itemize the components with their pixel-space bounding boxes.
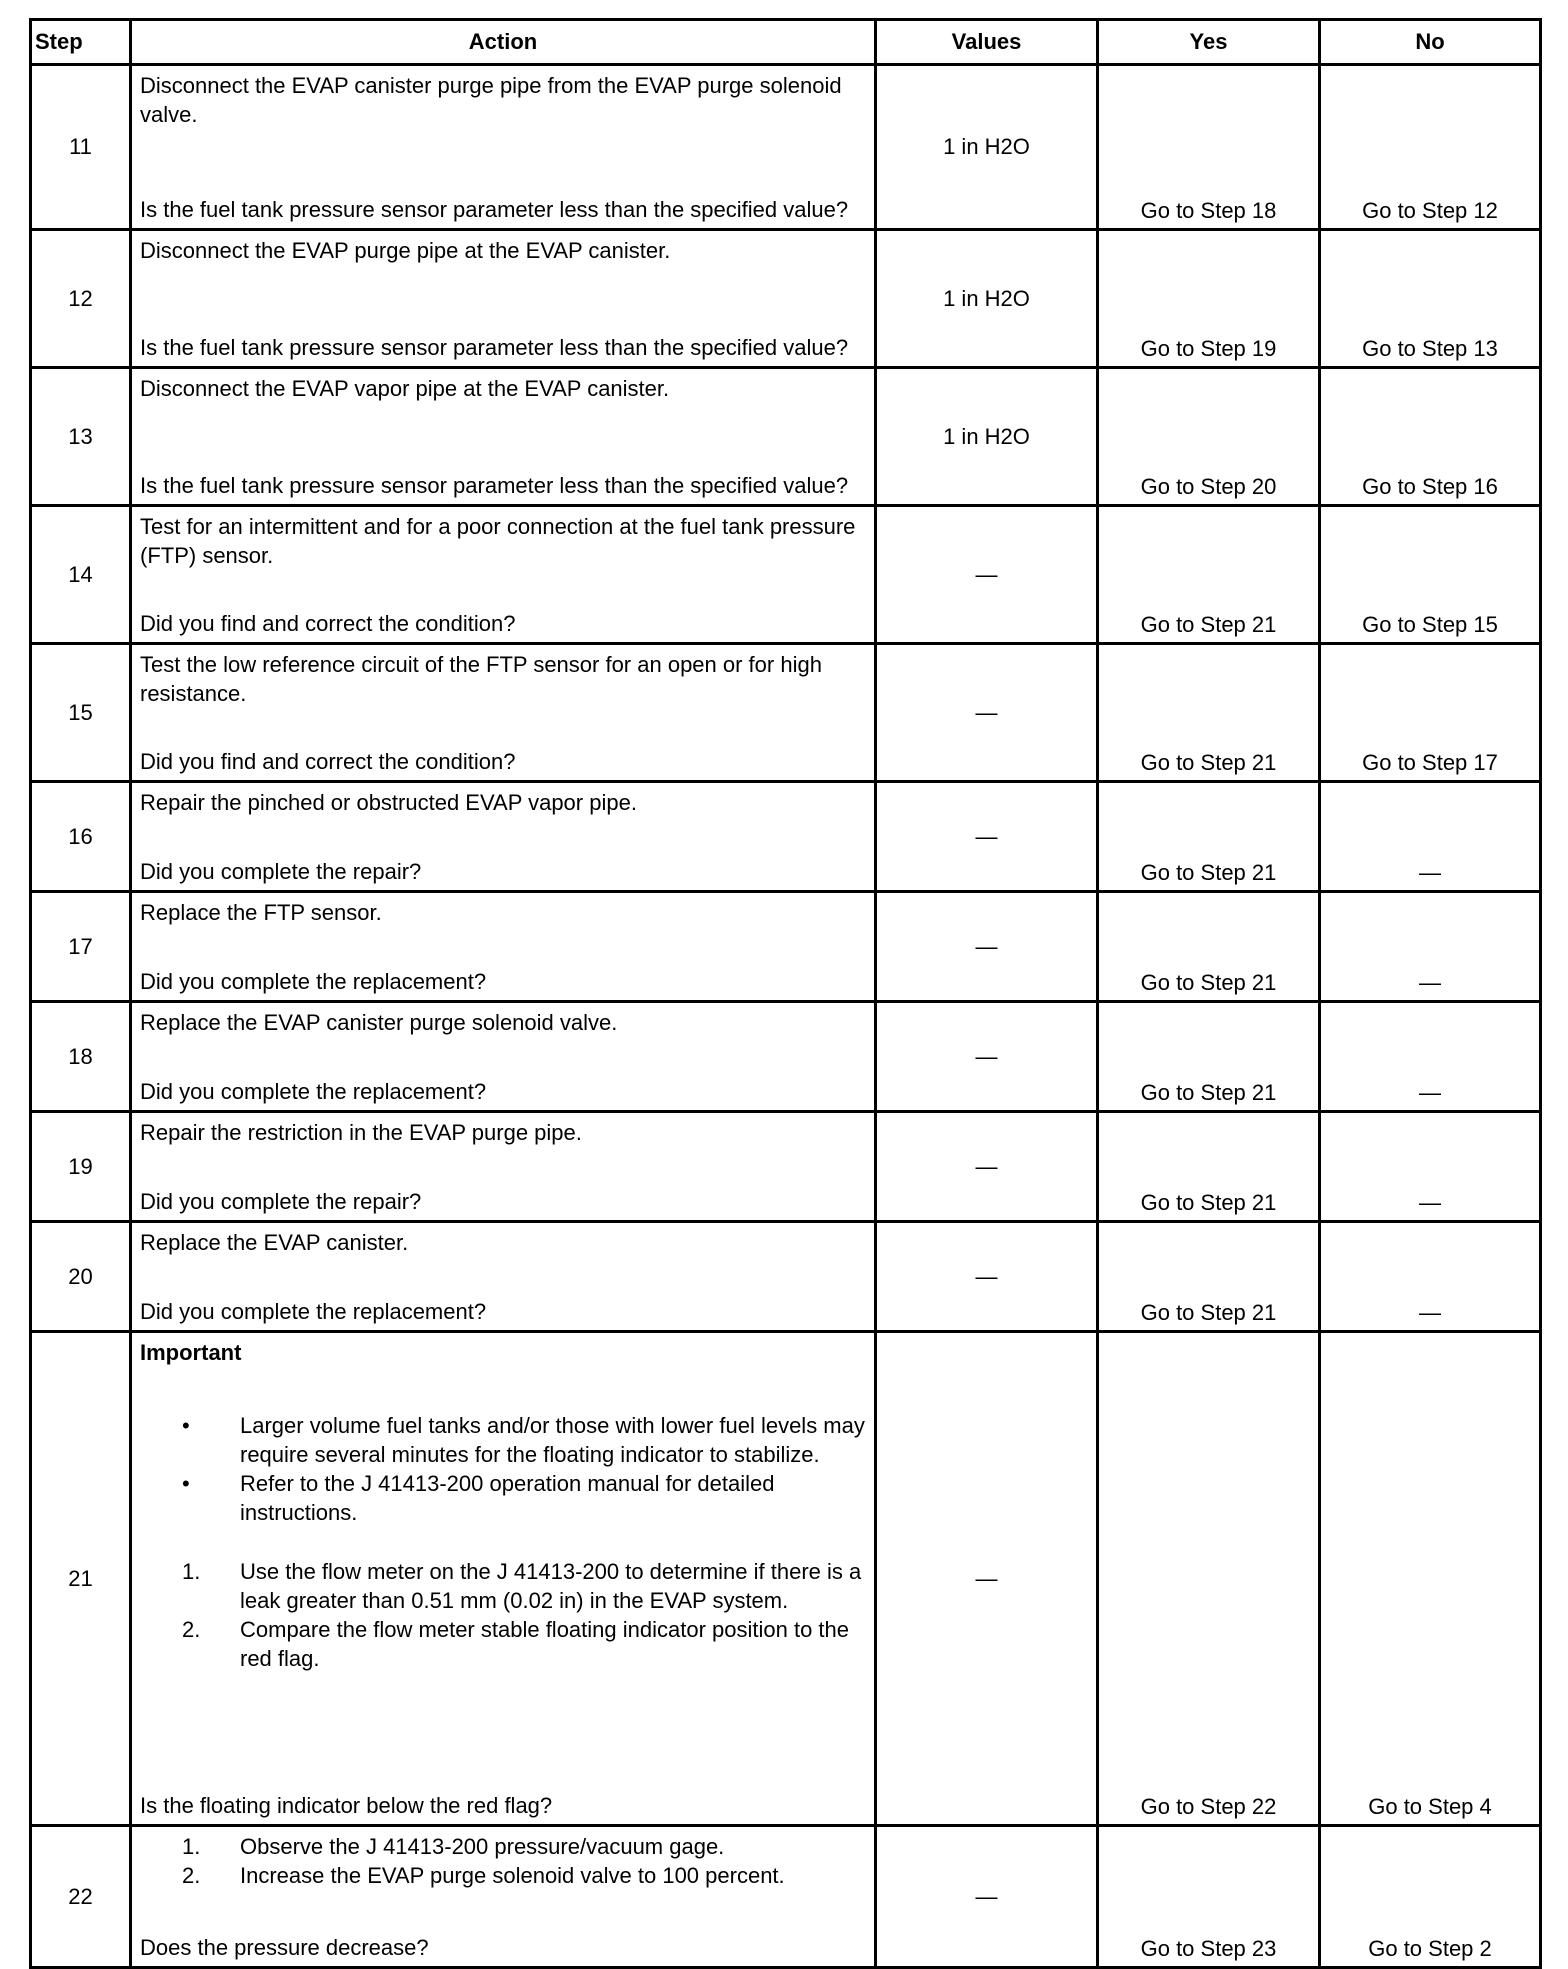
yes-cell: Go to Step 21: [1098, 1112, 1320, 1222]
step-number: 18: [31, 1002, 131, 1112]
question-text: Is the fuel tank pressure sensor parameter less than the specified value?: [140, 197, 849, 222]
question-text: Did you complete the replacement?: [140, 1079, 487, 1104]
numbered-list: [140, 1832, 866, 1890]
yes-cell: Go to Step 21: [1098, 644, 1320, 782]
action-text: Repair the restriction in the EVAP purge pipe.: [140, 1120, 582, 1145]
question-text: Did you find and correct the condition?: [140, 611, 516, 636]
table-row: [31, 230, 1541, 368]
step-number: 16: [31, 782, 131, 892]
header-row: [31, 20, 1541, 65]
table-row: [31, 1332, 1541, 1826]
diagnostic-table: [29, 18, 1542, 1969]
table-row: [31, 1112, 1541, 1222]
important-label: Important: [140, 1340, 242, 1365]
list-item: 1. Use the flow meter on the J 41413-200 to determine if there is a leak greater than 0.51 mm (0.02 in) in the EVAP system.: [182, 1559, 862, 1613]
list-item: 2. Increase the EVAP purge solenoid valve to 100 percent.: [182, 1863, 785, 1888]
action-text: Replace the EVAP canister.: [140, 1230, 409, 1255]
no-cell: Go to Step 2: [1320, 1826, 1541, 1968]
value-cell: —: [876, 1826, 1098, 1968]
no-cell: Go to Step 13: [1320, 230, 1541, 368]
action-cell: [131, 644, 876, 782]
action-cell: [131, 368, 876, 506]
yes-cell: Go to Step 21: [1098, 1002, 1320, 1112]
yes-cell: Go to Step 18: [1098, 65, 1320, 230]
table-row: [31, 368, 1541, 506]
action-text: Test for an intermittent and for a poor connection at the fuel tank pressure (FTP) sensor.: [140, 514, 856, 568]
step-number: 19: [31, 1112, 131, 1222]
action-text: Test the low reference circuit of the FTP sensor for an open or for high resistance.: [140, 652, 822, 706]
list-item: • Larger volume fuel tanks and/or those with lower fuel levels may require several minutes for the floating indicator to stabilize.: [182, 1413, 865, 1467]
question-text: Is the fuel tank pressure sensor parameter less than the specified value?: [140, 335, 849, 360]
no-cell: Go to Step 17: [1320, 644, 1541, 782]
action-text: Repair the pinched or obstructed EVAP vapor pipe.: [140, 790, 637, 815]
question-text: Does the pressure decrease?: [140, 1935, 429, 1960]
action-text: Disconnect the EVAP purge pipe at the EVAP canister.: [140, 238, 671, 263]
action-cell: [131, 782, 876, 892]
action-cell: [131, 1222, 876, 1332]
bullet-list: [140, 1411, 866, 1527]
action-cell: [131, 892, 876, 1002]
header-step: Step: [31, 20, 131, 65]
no-cell: Go to Step 12: [1320, 65, 1541, 230]
numbered-list: [140, 1557, 866, 1673]
value-cell: —: [876, 782, 1098, 892]
yes-cell: Go to Step 22: [1098, 1332, 1320, 1826]
action-cell: [131, 1332, 876, 1826]
question-text: Did you find and correct the condition?: [140, 749, 516, 774]
list-item: • Refer to the J 41413-200 operation manual for detailed instructions.: [182, 1471, 775, 1525]
question-text: Did you complete the repair?: [140, 859, 422, 884]
value-cell: —: [876, 1332, 1098, 1826]
action-text: Disconnect the EVAP canister purge pipe from the EVAP purge solenoid valve.: [140, 73, 842, 127]
table-row: [31, 65, 1541, 230]
step-number: 13: [31, 368, 131, 506]
header-no: No: [1320, 20, 1541, 65]
action-cell: [131, 230, 876, 368]
action-cell: [131, 1826, 876, 1968]
step-number: 12: [31, 230, 131, 368]
no-cell: —: [1320, 1222, 1541, 1332]
no-cell: —: [1320, 892, 1541, 1002]
value-cell: —: [876, 644, 1098, 782]
question-text: Did you complete the replacement?: [140, 969, 487, 994]
no-cell: —: [1320, 782, 1541, 892]
action-cell: [131, 506, 876, 644]
yes-cell: Go to Step 21: [1098, 1222, 1320, 1332]
value-cell: —: [876, 506, 1098, 644]
table-row: [31, 782, 1541, 892]
yes-cell: Go to Step 23: [1098, 1826, 1320, 1968]
list-item: 2. Compare the flow meter stable floating indicator position to the red flag.: [182, 1617, 849, 1671]
yes-cell: Go to Step 21: [1098, 892, 1320, 1002]
list-item: 1. Observe the J 41413-200 pressure/vacuum gage.: [182, 1834, 725, 1859]
value-cell: 1 in H2O: [876, 230, 1098, 368]
header-values: Values: [876, 20, 1098, 65]
yes-cell: Go to Step 21: [1098, 506, 1320, 644]
no-cell: —: [1320, 1112, 1541, 1222]
question-text: Is the fuel tank pressure sensor parameter less than the specified value?: [140, 473, 849, 498]
table-row: [31, 644, 1541, 782]
table-row: [31, 1826, 1541, 1968]
table-row: [31, 892, 1541, 1002]
no-cell: —: [1320, 1002, 1541, 1112]
value-cell: —: [876, 1002, 1098, 1112]
step-number: 20: [31, 1222, 131, 1332]
value-cell: 1 in H2O: [876, 368, 1098, 506]
step-number: 17: [31, 892, 131, 1002]
value-cell: —: [876, 1112, 1098, 1222]
action-text: Disconnect the EVAP vapor pipe at the EVAP canister.: [140, 376, 670, 401]
header-action: Action: [131, 20, 876, 65]
question-text: Is the floating indicator below the red flag?: [140, 1793, 553, 1818]
step-number: 15: [31, 644, 131, 782]
no-cell: Go to Step 16: [1320, 368, 1541, 506]
step-number: 22: [31, 1826, 131, 1968]
table-row: [31, 1002, 1541, 1112]
step-number: 11: [31, 65, 131, 230]
table-row: [31, 1222, 1541, 1332]
action-text: Replace the EVAP canister purge solenoid valve.: [140, 1010, 618, 1035]
yes-cell: Go to Step 20: [1098, 368, 1320, 506]
action-cell: [131, 1002, 876, 1112]
yes-cell: Go to Step 21: [1098, 782, 1320, 892]
yes-cell: Go to Step 19: [1098, 230, 1320, 368]
action-cell: [131, 65, 876, 230]
bullet-icon: •: [182, 1413, 190, 1438]
bullet-icon: •: [182, 1471, 190, 1496]
action-text: Replace the FTP sensor.: [140, 900, 382, 925]
question-text: Did you complete the replacement?: [140, 1299, 487, 1324]
value-cell: 1 in H2O: [876, 65, 1098, 230]
no-cell: Go to Step 4: [1320, 1332, 1541, 1826]
table-row: [31, 506, 1541, 644]
value-cell: —: [876, 1222, 1098, 1332]
step-number: 21: [31, 1332, 131, 1826]
value-cell: —: [876, 892, 1098, 1002]
no-cell: Go to Step 15: [1320, 506, 1541, 644]
question-text: Did you complete the repair?: [140, 1189, 422, 1214]
step-number: 14: [31, 506, 131, 644]
header-yes: Yes: [1098, 20, 1320, 65]
action-cell: [131, 1112, 876, 1222]
